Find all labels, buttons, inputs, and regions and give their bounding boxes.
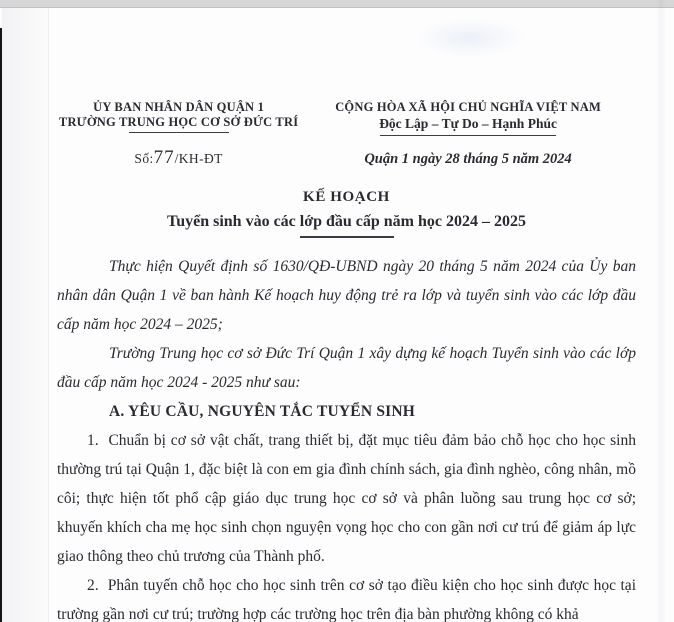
numbered-item-1: 1. Chuẩn bị cơ sở vật chất, trang thiết bị, đặt mục tiêu đảm bảo chỗ học cho học sinh thường trú tại Quận 1, đặc biệt là con em gia đình chính sách, gia đình nghèo, công nhân, mồ côi; thực hiện tốt phổ cập giáo dục trung học cơ sở và phân luồng sau trung học cơ sở; khuyến khích cha mẹ học sinh chọn nguyện vọng học cho con gần nơi cư trú để giảm áp lực giao thông theo chủ trương của Thành phố. [57, 432, 636, 565]
paragraph-basis-1: Thực hiện Quyết định số 1630/QĐ-UBND ngày 20 tháng 5 năm 2024 của Ủy ban nhân dân Quận 1 về ban hành Kế hoạch huy động trẻ ra lớp và tuyển sinh vào các lớp đầu cấp năm học 2024 – 2025; [57, 258, 636, 333]
national-motto: Độc Lập – Tự Do – Hạnh Phúc [379, 116, 557, 131]
document-subtitle: Tuyển sinh vào các lớp đầu cấp năm học 2024 – 2025 [167, 213, 526, 230]
document-header [57, 100, 636, 169]
title-underline [300, 236, 394, 238]
window-top-edge-bar [0, 0, 674, 8]
document-number [57, 147, 300, 169]
national-title: CỘNG HÒA XÃ HỘI CHỦ NGHĨA VIỆT NAM [335, 100, 601, 114]
numbered-item-2: 2. Phân tuyến chỗ học cho học sinh trên cơ sở tạo điều kiện cho học sinh được học tại trường gần nơi cư trú; trường hợp các trường học trên địa bàn phường không có khả [57, 577, 636, 622]
section-heading-a: A. YÊU CẦU, NGUYÊN TẮC TUYỂN SINH [109, 403, 416, 420]
document-title: KẾ HOẠCH [303, 189, 390, 205]
document-text [57, 252, 636, 622]
document-title-block [57, 189, 636, 238]
document-number-value: 77 [153, 147, 175, 168]
issuing-authority-block [57, 100, 300, 169]
authority-line2: TRƯỜNG TRUNG HỌC CƠ SỞ ĐỨC TRÍ [58, 115, 299, 129]
header-underline-left [129, 132, 229, 133]
document-date: Quận 1 ngày 28 tháng 5 năm 2024 [364, 151, 572, 167]
document-body [0, 8, 674, 622]
document-number-suffix: /KH-ĐT [174, 151, 223, 166]
authority-line1: ỦY BAN NHÂN DÂN QUẬN 1 [93, 100, 265, 114]
document-number-label: Số: [134, 151, 154, 166]
national-motto-block [300, 100, 636, 169]
header-underline-right [380, 135, 556, 136]
paragraph-basis-2: Trường Trung học cơ sở Đức Trí Quận 1 xây dựng kế hoạch Tuyển sinh vào các lớp đầu cấp năm học 2024 - 2025 như sau: [57, 345, 636, 391]
